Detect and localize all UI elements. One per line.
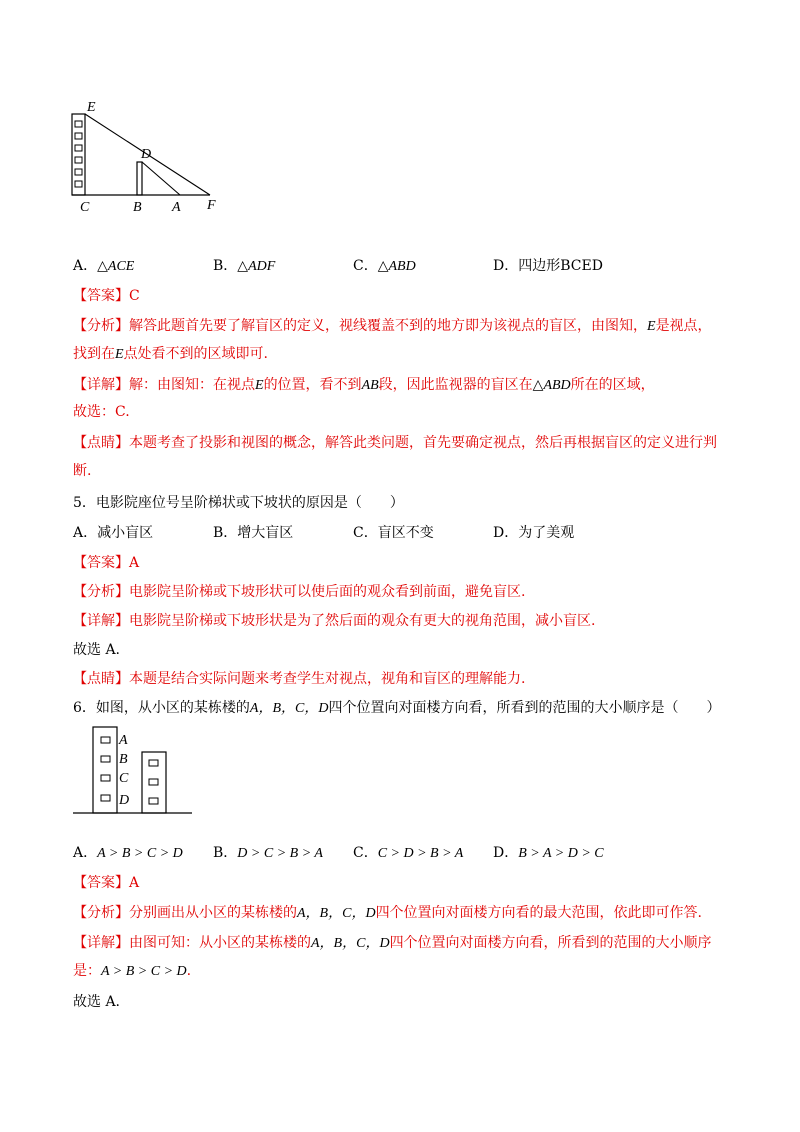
var: E bbox=[647, 319, 656, 334]
text: 是： bbox=[73, 963, 101, 979]
text: 的位置，看不到 bbox=[263, 377, 362, 393]
tag: 【分析】 bbox=[73, 905, 129, 921]
text: 电影院呈阶梯或下坡形状是为了然后面的观众有更大的视角范围，减小盲区. bbox=[129, 613, 596, 629]
option-text: C > D > B > A bbox=[377, 846, 464, 861]
q6-option-c[interactable] bbox=[353, 843, 463, 864]
option-text: △ABD bbox=[377, 259, 416, 274]
building-label-c: C bbox=[119, 771, 129, 786]
var: E bbox=[115, 347, 124, 362]
building-label-d: D bbox=[119, 793, 130, 808]
option-letter: C． bbox=[353, 525, 378, 541]
option-letter: A． bbox=[73, 845, 98, 861]
q5-choose: 故选 A. bbox=[73, 642, 121, 658]
text: 分别画出从小区的某栋楼的 bbox=[129, 905, 297, 921]
var: AB bbox=[361, 378, 379, 393]
text: 段，因此监视器的盲区在 bbox=[378, 377, 533, 393]
answer-text: C bbox=[129, 288, 140, 304]
q6-option-d[interactable] bbox=[493, 843, 604, 864]
q6-option-b[interactable] bbox=[213, 843, 323, 864]
text: 是视点， bbox=[655, 318, 712, 334]
tag: 【答案】 bbox=[73, 288, 129, 304]
text: 由图可知：从小区的某栋楼的 bbox=[129, 935, 311, 951]
tag: 【点睛】 bbox=[73, 671, 129, 687]
option-letter: B． bbox=[213, 525, 238, 541]
vars: A > B > C > D bbox=[101, 964, 187, 979]
option-text: △ACE bbox=[97, 259, 135, 274]
label-f: F bbox=[207, 198, 216, 213]
label-e: E bbox=[87, 100, 96, 115]
option-letter: A． bbox=[73, 258, 98, 274]
label-d: D bbox=[141, 147, 152, 162]
text: 所在的区域， bbox=[570, 377, 655, 393]
option-text: 四边形BCED bbox=[518, 258, 603, 274]
vars: A，B，C，D bbox=[311, 936, 390, 951]
building-label-b: B bbox=[119, 752, 128, 767]
q6-answer bbox=[73, 873, 139, 893]
option-text: D > C > B > A bbox=[237, 846, 323, 861]
q4-comment-line2: 断. bbox=[73, 463, 92, 479]
option-text: B > A > D > C bbox=[518, 846, 604, 861]
answer-text: A bbox=[129, 875, 140, 891]
option-letter: D． bbox=[493, 845, 519, 861]
text: 点处看不到的区域即可. bbox=[123, 346, 269, 362]
text: 找到在 bbox=[73, 346, 115, 362]
building-label-a: A bbox=[119, 733, 128, 748]
text: 四个位置向对面楼方向看，所看到的范围的大小顺序 bbox=[389, 935, 712, 951]
option-letter: C． bbox=[353, 258, 378, 274]
text: 四个位置向对面楼方向看的最大范围，依此即可作答. bbox=[375, 905, 703, 921]
q6-analysis bbox=[73, 903, 702, 924]
text: 解答此题首先要了解盲区的定义，视线覆盖不到的地方即为该视点的盲区，由图知， bbox=[129, 318, 647, 334]
tag: 【分析】 bbox=[73, 318, 129, 334]
option-letter: D． bbox=[493, 525, 519, 541]
tag: 【详解】 bbox=[73, 613, 129, 629]
text: . bbox=[186, 963, 192, 979]
tag: 【答案】 bbox=[73, 555, 129, 571]
label-a: A bbox=[172, 200, 181, 215]
tag: 【答案】 bbox=[73, 875, 129, 891]
q4-choose: 故选：C. bbox=[73, 404, 130, 420]
option-text: A > B > C > D bbox=[97, 846, 183, 861]
text: 电影院呈阶梯或下坡形状可以使后面的观众看到前面，避免盲区. bbox=[129, 584, 526, 600]
option-letter: B． bbox=[213, 845, 238, 861]
option-letter: A． bbox=[73, 525, 98, 541]
label-c: C bbox=[80, 200, 90, 215]
text: 四个位置向对面楼方向看，所看到的范围的大小顺序是（ ） bbox=[328, 700, 721, 716]
option-text: 为了美观 bbox=[518, 525, 575, 541]
answer-text: A bbox=[129, 555, 140, 571]
option-text: △ADF bbox=[237, 259, 276, 274]
q5-question: 5．电影院座位号呈阶梯状或下坡状的原因是（ ） bbox=[73, 495, 404, 511]
text: 本题是结合实际问题来考查学生对视点，视角和盲区的理解能力. bbox=[129, 671, 526, 687]
option-text: 增大盲区 bbox=[237, 525, 294, 541]
text: 本题考查了投影和视图的概念，解答此类问题，首先要确定视点，然后再根据盲区的定义进行判 bbox=[129, 435, 717, 451]
q6-detail-line2 bbox=[73, 961, 191, 982]
option-letter: C． bbox=[353, 845, 378, 861]
var: E bbox=[255, 378, 264, 393]
tag: 【详解】 bbox=[73, 377, 129, 393]
option-letter: B． bbox=[213, 258, 238, 274]
q6-option-a[interactable] bbox=[73, 843, 183, 864]
option-letter: D． bbox=[493, 258, 519, 274]
option-text: 减小盲区 bbox=[97, 525, 154, 541]
q6-choose: 故选 A. bbox=[73, 994, 121, 1010]
var: △ABD bbox=[532, 378, 571, 393]
label-b: B bbox=[133, 200, 142, 215]
text: 6．如图，从小区的某栋楼的 bbox=[73, 700, 250, 716]
vars: A，B，C，D bbox=[249, 701, 329, 716]
text: 解：由图知：在视点 bbox=[129, 377, 255, 393]
tag: 【详解】 bbox=[73, 935, 129, 951]
q6-detail-line1 bbox=[73, 933, 712, 954]
vars: A，B，C，D bbox=[297, 906, 376, 921]
option-text: 盲区不变 bbox=[377, 525, 434, 541]
tag: 【点睛】 bbox=[73, 435, 129, 451]
tag: 【分析】 bbox=[73, 584, 129, 600]
